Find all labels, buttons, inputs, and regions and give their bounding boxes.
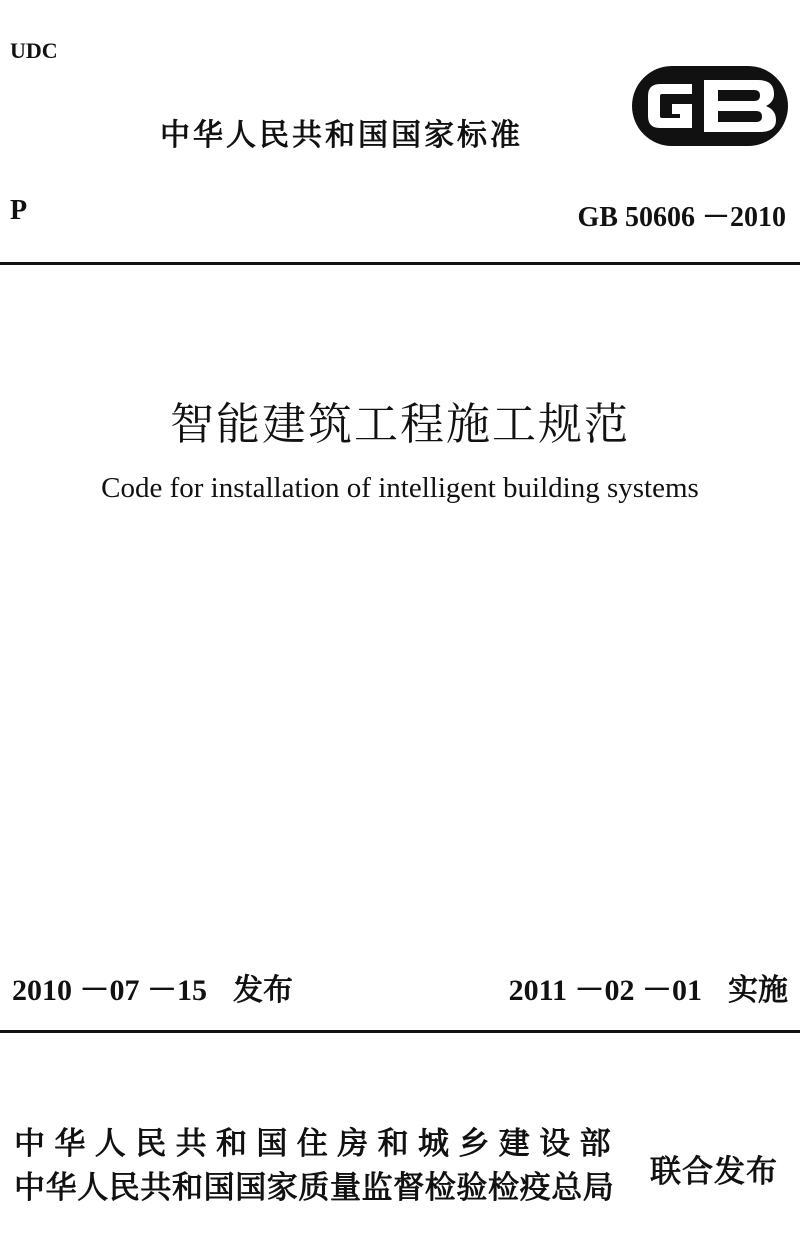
issue-date: 2010 －07 －15 <box>12 974 207 1007</box>
issue-date-block <box>12 965 293 1009</box>
title-chinese: 智能建筑工程施工规范 <box>170 399 630 450</box>
joint-issue-label: 联合发布 <box>650 1154 778 1190</box>
category-code: P <box>10 195 28 226</box>
top-divider <box>0 262 800 265</box>
issuer-mohurd: 中华人民共和国住房和城乡建设部 <box>14 1126 620 1162</box>
standard-type: 中华人民共和国国家标准 <box>160 118 523 153</box>
bottom-divider <box>0 1030 800 1033</box>
implement-label: 实施 <box>728 973 788 1008</box>
standard-number: GB 50606 －2010 <box>577 202 786 233</box>
issuer-aqsiq: 中华人民共和国国家质量监督检验检疫总局 <box>14 1170 615 1206</box>
implement-date: 2011 －02 －01 <box>508 974 702 1007</box>
issuers-block <box>14 1122 620 1210</box>
udc-label: UDC <box>10 38 58 63</box>
gb-logo <box>630 62 790 150</box>
title-english: Code for installation of intelligent building systems <box>101 472 699 504</box>
implement-date-block <box>509 965 788 1009</box>
issue-label: 发布 <box>233 973 293 1008</box>
